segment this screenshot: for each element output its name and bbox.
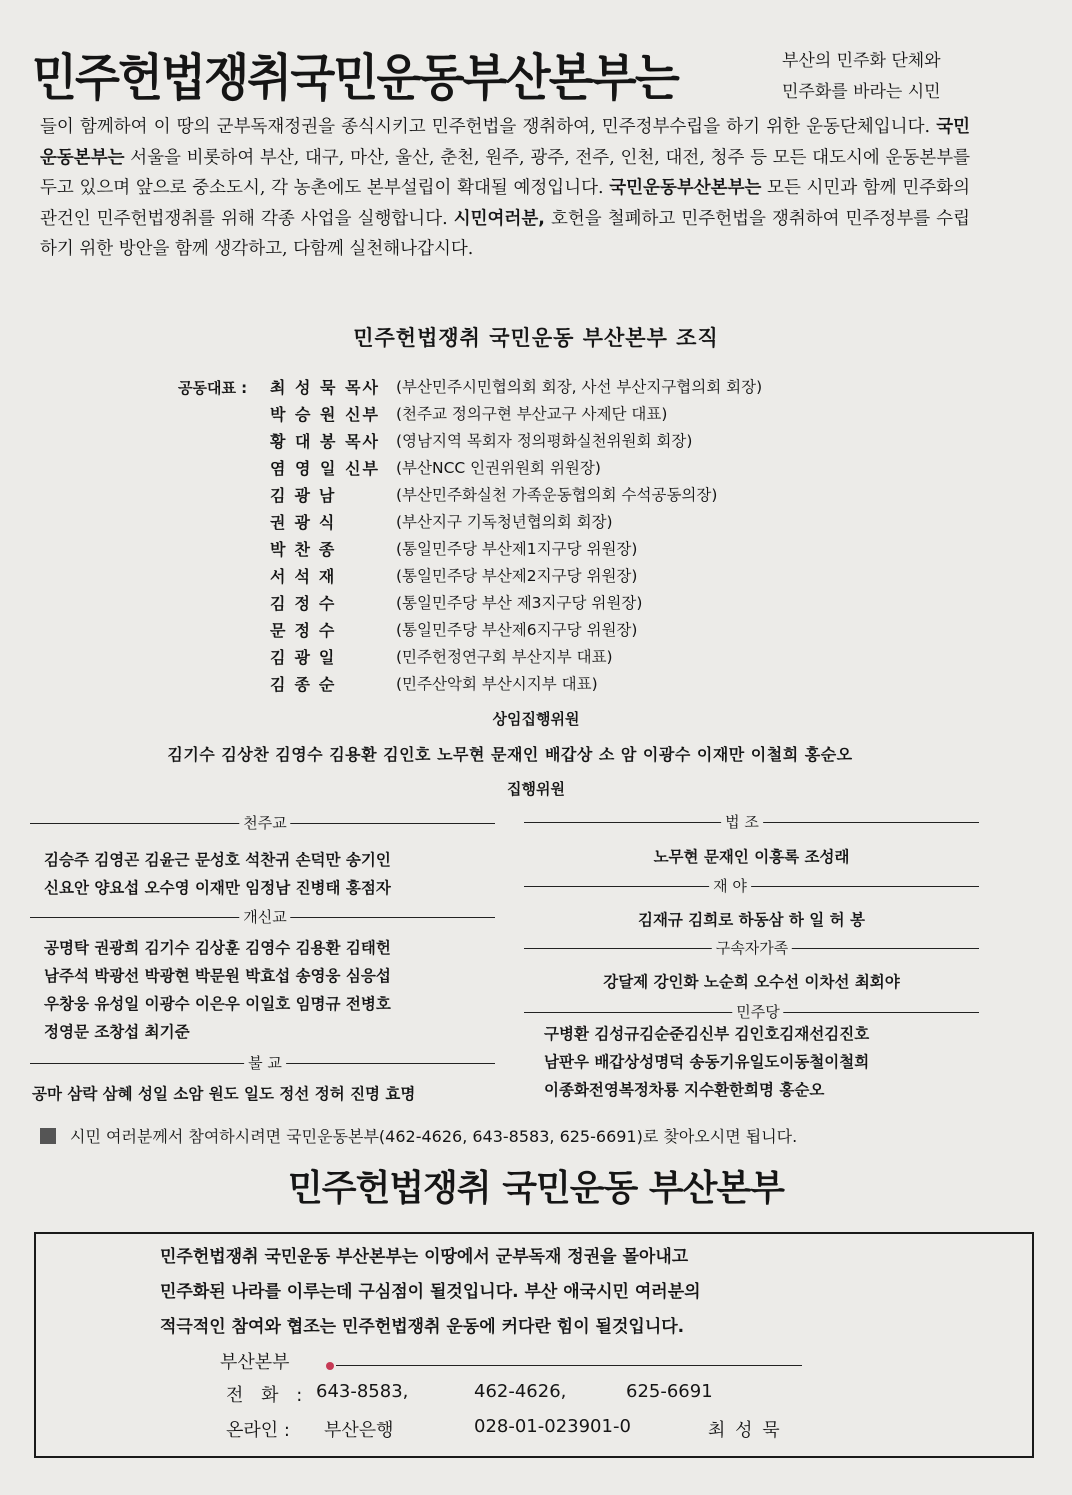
phone-number-2: 462-4626, [474,1381,567,1402]
co-rep-affiliation: (민주헌정연구회 부산지부 대표) [396,648,613,666]
co-rep-name: 문정수 [270,621,344,640]
co-rep-name: 염 영 일 신부 [270,459,380,478]
families-members [524,968,979,996]
list-item: 공마 삼락 삼혜 성일 소암 원도 일도 정선 정허 진명 효명 [32,1084,416,1103]
co-rep-name: 김정수 [270,594,344,613]
list-item: 노무현 문재인 이흥록 조성래 [653,847,850,866]
co-rep-name: 권광식 [270,513,344,532]
intro-text-4: 호헌을 철폐하고 민주헌법을 쟁취하여 민주정부를 수립하기 위한 방안을 함께 생각하고, 다함께 실천해나갑시다. [40,208,970,259]
standing-committee-title: 상임집행위원 [492,710,580,728]
category-families: 구속자가족 [712,937,792,958]
co-rep-affiliation: (부산지구 기독청년협의회 회장) [396,513,613,531]
page-title: 민주헌법쟁취국민운동부산본부는 [32,49,678,107]
intro-bold-3: 시민여러분, [453,208,545,229]
list-item: 공명탁 권광희 김기수 김상훈 김영수 김용환 김태헌 [44,938,391,957]
phone-row [0,1381,1072,1411]
org-title: 민주헌법쟁취 국민운동 부산본부 조직 [353,326,719,350]
phone-label: 전 화 : [226,1385,309,1406]
online-row [0,1416,1072,1446]
account-number: 028-01-023901-0 [474,1416,631,1437]
category-opposition: 재 야 [709,875,751,896]
phone-number-3: 625-6691 [626,1381,713,1402]
list-item: 강달제 강인화 노순희 오수선 이차선 최회야 [603,972,900,991]
co-rep-affiliation: (부산민주화실천 가족운동협의회 수석공동의장) [396,486,718,504]
phone-number-1: 643-8583, [316,1381,409,1402]
category-law: 법 조 [721,811,763,832]
hq-label: 부산본부 [220,1352,290,1373]
catholic-members [44,846,391,902]
info-line-2: 민주화된 나라를 이루는데 구심점이 될것입니다. 부산 애국시민 여러분의 [160,1282,701,1302]
co-rep-affiliation: (통일민주당 부산제6지구당 위원장) [396,621,638,639]
info-line-1: 민주헌법쟁취 국민운동 부산본부는 이땅에서 군부독재 정권을 몰아내고 [160,1247,689,1267]
co-rep-name: 서석재 [270,567,344,586]
co-rep-label: 공동대표 : [178,379,248,397]
exec-committee-title: 집행위원 [507,780,565,798]
contact-note [40,1124,797,1147]
side-note-line-1: 부산의 민주화 단체와 [782,51,941,71]
intro-bold-1: 국민운동본부는 [40,117,970,168]
intro-text-2: 서울을 비롯하여 부산, 대구, 마산, 울산, 춘천, 원주, 광주, 전주, 인천, 대전, 청주 등 모든 대도시에 운동본부를 두고 있으며 앞으로 중소도시, 각 농촌에도 본부설립이 확대될 예정입니다. [40,147,970,198]
co-rep-affiliation: (통일민주당 부산제2지구당 위원장) [396,567,638,585]
co-rep-affiliation: (통일민주당 부산제1지구당 위원장) [396,540,638,558]
account-holder: 최 성 묵 [708,1420,782,1441]
contact-note-text: 시민 여러분께서 참여하시려면 국민운동본부(462-4626, 643-8583, 625-6691)로 찾아오시면 됩니다. [70,1127,798,1146]
online-label: 온라인 : [226,1420,290,1441]
co-rep-name: 박찬종 [270,540,344,559]
list-item: 남판우 배갑상성명덕 송동기유일도이동철이철희 [544,1052,870,1071]
co-rep-name: 최 성 묵 목사 [270,378,380,397]
category-buddhist: 불 교 [244,1052,286,1073]
list-item: 남주석 박광선 박광현 박문원 박효섭 송영웅 심응섭 [44,966,391,985]
list-item: 우창웅 유성일 이광수 이은우 이일호 임명규 전병호 [44,994,391,1013]
co-rep-affiliation: (영남지역 목회자 정의평화실천위원회 회장) [396,432,693,450]
co-rep-affiliation: (통일민주당 부산 제3지구당 위원장) [396,594,643,612]
side-note [782,46,941,108]
list-item: 구병환 김성규김순준김신부 김인호김재선김진호 [544,1024,870,1043]
category-catholic: 천주교 [239,812,290,833]
co-rep-name: 김광남 [270,486,344,505]
info-box-text [160,1240,920,1345]
co-rep-affiliation: (부산민주시민협의회 회장, 사선 부산지구협의회 회장) [396,378,763,396]
list-item: 이종화전영복정차룡 지수환한희명 홍순오 [544,1080,825,1099]
hq-underline [336,1365,802,1366]
category-party: 민주당 [732,1001,783,1022]
law-members [524,843,979,871]
co-rep-name: 박 승 원 신부 [270,405,380,424]
list-item: 김승주 김영곤 김윤근 문성호 석찬귀 손덕만 송기인 [44,850,391,869]
category-protestant: 개신교 [239,906,290,927]
divider-opposition [524,886,979,887]
bottom-title: 민주헌법쟁취 국민운동 부산본부 [288,1168,784,1209]
co-rep-name: 황 대 봉 목사 [270,432,380,451]
intro-bold-2: 국민운동부산본부는 [609,178,762,198]
opposition-members [524,906,979,934]
co-rep-affiliation: (민주산악회 부산시지부 대표) [396,675,598,693]
square-bullet-icon [40,1128,56,1144]
list-item: 김재규 김희로 하동삼 하 일 허 봉 [637,910,866,929]
hq-row [0,1348,1072,1378]
side-note-line-2: 민주화를 바라는 시민 [782,82,941,102]
info-line-3: 적극적인 참여와 협조는 민주헌법쟁취 운동에 커다란 힘이 될것입니다. [160,1317,685,1337]
party-members [544,1020,869,1104]
list-item: 정영문 조창섭 최기준 [44,1022,190,1041]
standing-committee-members: 김기수 김상찬 김영수 김용환 김인호 노무현 문재인 배갑상 소 암 이광수 이재만 이철희 홍순오 [167,745,853,764]
intro-text-1: 들이 함께하여 이 땅의 군부독재정권을 종식시키고 민주헌법을 쟁취하여, 민주정부수립을 하기 위한 운동단체입니다. [40,117,937,137]
co-rep-affiliation: (부산NCC 인권위원회 위원장) [396,459,601,477]
dot-icon [326,1362,334,1370]
intro-text-3: 모든 시민과 함께 민주화의 관건인 민주헌법쟁취를 위해 각종 사업을 실행합니다. [40,178,970,229]
buddhist-members [32,1080,415,1108]
list-item: 신요안 양요섭 오수영 이재만 임정남 진병태 홍점자 [44,878,391,897]
co-rep-name: 김광일 [270,648,344,667]
co-rep-affiliation: (천주교 정의구현 부산교구 사제단 대표) [396,405,668,423]
bank-name: 부산은행 [324,1420,394,1441]
co-rep-name: 김종순 [270,675,344,694]
protestant-members [44,934,391,1046]
intro-paragraph [40,112,970,265]
